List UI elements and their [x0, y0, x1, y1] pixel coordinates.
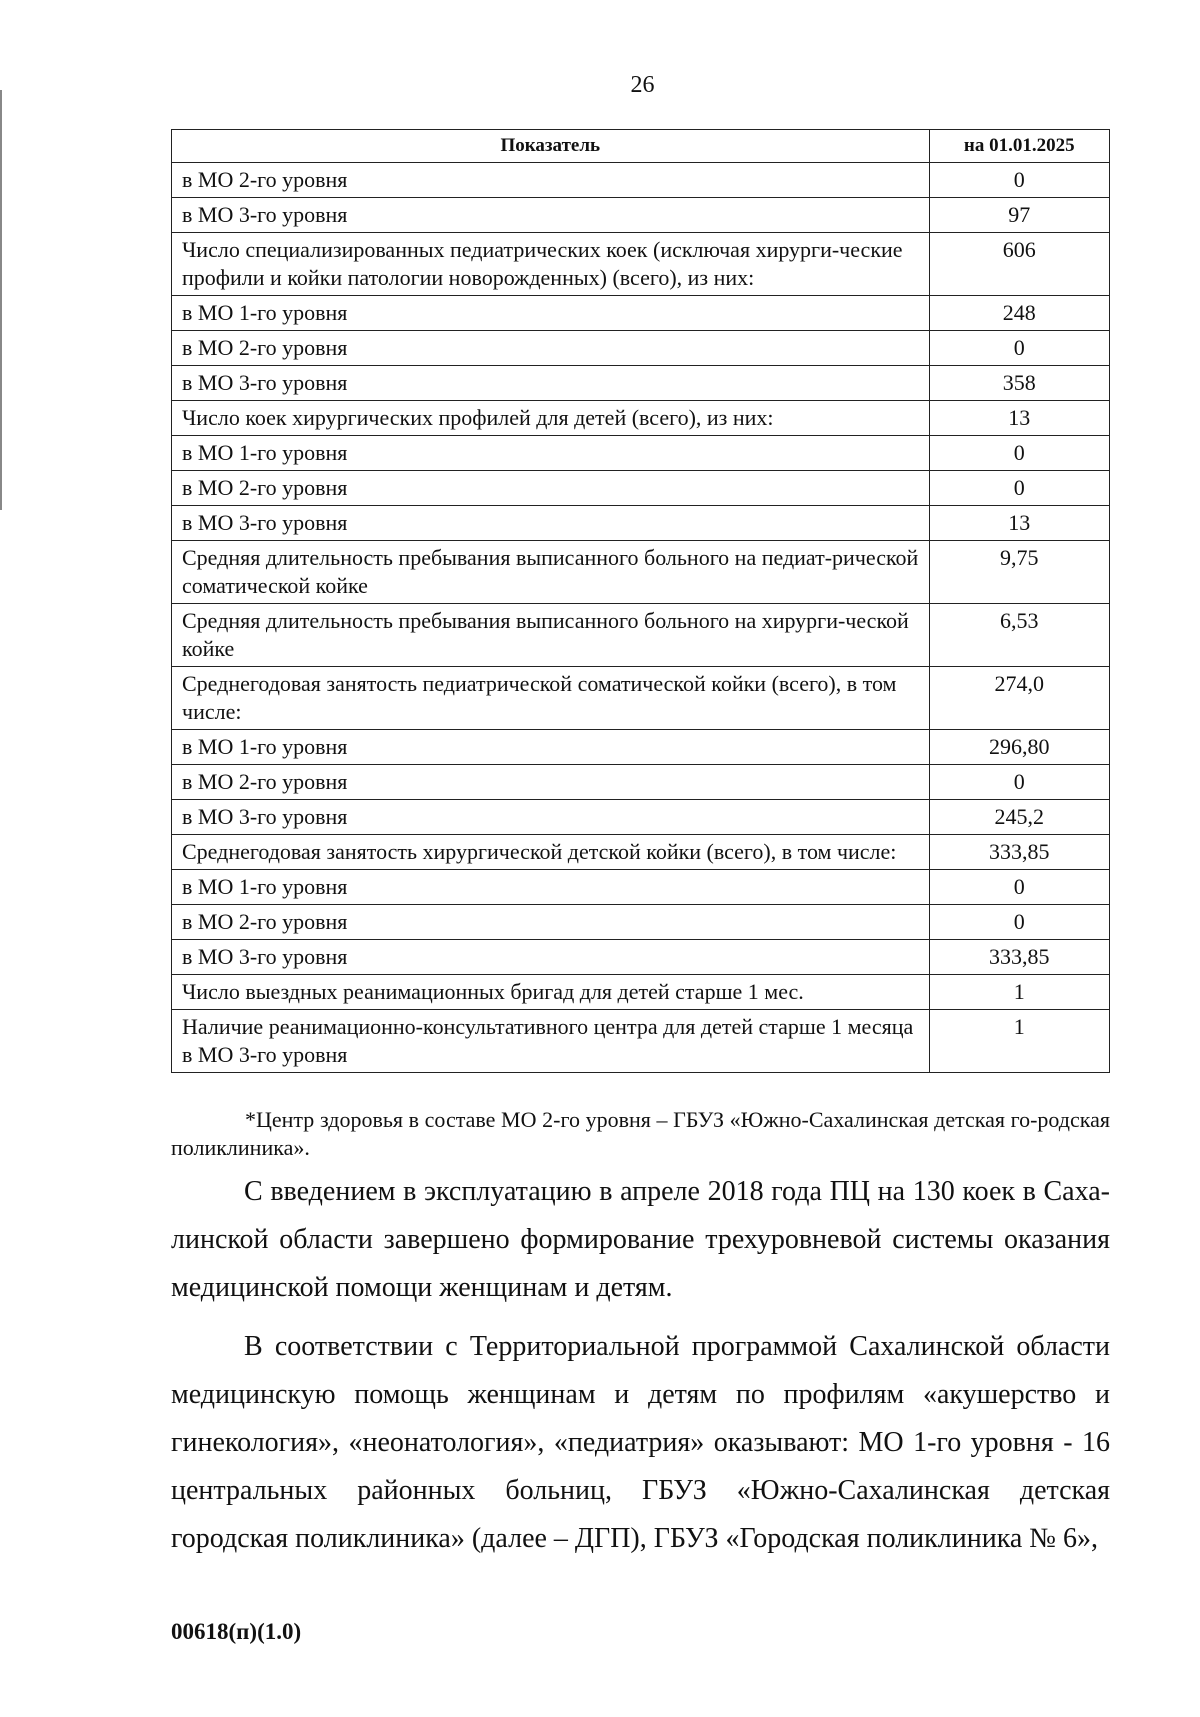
- value-cell: 245,2: [929, 800, 1109, 835]
- indicator-cell: в МО 2-го уровня: [172, 471, 930, 506]
- value-cell: 6,53: [929, 604, 1109, 667]
- table-row: [172, 541, 1110, 604]
- table-row: [172, 835, 1110, 870]
- indicator-cell: Средняя длительность пребывания выписанного больного на хирурги-ческой койке: [172, 604, 930, 667]
- indicator-cell: Число коек хирургических профилей для детей (всего), из них:: [172, 401, 930, 436]
- table-row: [172, 471, 1110, 506]
- table-header-row: [172, 130, 1110, 163]
- value-cell: 1: [929, 975, 1109, 1010]
- value-cell: 606: [929, 233, 1109, 296]
- table-row: [172, 1010, 1110, 1073]
- column-header-date: на 01.01.2025: [929, 130, 1109, 163]
- indicator-cell: в МО 1-го уровня: [172, 436, 930, 471]
- table-body: [172, 163, 1110, 1073]
- table-row: [172, 163, 1110, 198]
- indicator-cell: Среднегодовая занятость хирургической детской койки (всего), в том числе:: [172, 835, 930, 870]
- document-code: 00618(п)(1.0): [171, 1619, 302, 1644]
- value-cell: 1: [929, 1010, 1109, 1073]
- value-cell: 333,85: [929, 940, 1109, 975]
- indicator-cell: в МО 3-го уровня: [172, 198, 930, 233]
- value-cell: 13: [929, 506, 1109, 541]
- indicator-cell: в МО 3-го уровня: [172, 366, 930, 401]
- value-cell: 0: [929, 331, 1109, 366]
- indicator-cell: в МО 3-го уровня: [172, 800, 930, 835]
- column-header-indicator: Показатель: [172, 130, 930, 163]
- value-cell: 274,0: [929, 667, 1109, 730]
- page-number: 26: [630, 72, 655, 98]
- table-row: [172, 401, 1110, 436]
- table-row: [172, 975, 1110, 1010]
- table-row: [172, 765, 1110, 800]
- table-row: [172, 296, 1110, 331]
- table-row: [172, 870, 1110, 905]
- indicator-cell: в МО 2-го уровня: [172, 905, 930, 940]
- scan-margin-line: [0, 90, 2, 510]
- value-cell: 13: [929, 401, 1109, 436]
- indicator-cell: в МО 1-го уровня: [172, 296, 930, 331]
- table-row: [172, 940, 1110, 975]
- value-cell: 0: [929, 163, 1109, 198]
- table-row: [172, 730, 1110, 765]
- indicator-cell: Наличие реанимационно-консультативного центра для детей старше 1 месяца в МО 3-го уровня: [172, 1010, 930, 1073]
- value-cell: 0: [929, 436, 1109, 471]
- indicator-cell: Число выездных реанимационных бригад для детей старше 1 мес.: [172, 975, 930, 1010]
- indicator-cell: в МО 2-го уровня: [172, 163, 930, 198]
- table-row: [172, 233, 1110, 296]
- value-cell: 0: [929, 765, 1109, 800]
- indicator-cell: в МО 1-го уровня: [172, 730, 930, 765]
- table-row: [172, 506, 1110, 541]
- indicator-cell: в МО 3-го уровня: [172, 506, 930, 541]
- value-cell: 358: [929, 366, 1109, 401]
- table-footnote: *Центр здоровья в составе МО 2-го уровня – ГБУЗ «Южно-Сахалинская детская го-родская поликлиника».: [171, 1107, 1110, 1160]
- value-cell: 296,80: [929, 730, 1109, 765]
- indicators-table: [171, 129, 1110, 1073]
- value-cell: 0: [929, 471, 1109, 506]
- indicator-cell: в МО 1-го уровня: [172, 870, 930, 905]
- table-row: [172, 667, 1110, 730]
- table-row: [172, 604, 1110, 667]
- indicator-cell: в МО 2-го уровня: [172, 765, 930, 800]
- value-cell: 0: [929, 870, 1109, 905]
- indicator-cell: в МО 2-го уровня: [172, 331, 930, 366]
- value-cell: 9,75: [929, 541, 1109, 604]
- table-row: [172, 366, 1110, 401]
- value-cell: 248: [929, 296, 1109, 331]
- value-cell: 333,85: [929, 835, 1109, 870]
- table-row: [172, 436, 1110, 471]
- table-row: [172, 905, 1110, 940]
- table-row: [172, 800, 1110, 835]
- body-paragraph: С введением в эксплуатацию в апреле 2018 года ПЦ на 130 коек в Саха-линской области завершено формирование трехуровневой системы оказания медицинской помощи женщинам и детям.: [171, 1176, 1110, 1303]
- indicator-cell: в МО 3-го уровня: [172, 940, 930, 975]
- value-cell: 0: [929, 905, 1109, 940]
- value-cell: 97: [929, 198, 1109, 233]
- table-row: [172, 331, 1110, 366]
- indicator-cell: Среднегодовая занятость педиатрической соматической койки (всего), в том числе:: [172, 667, 930, 730]
- indicator-cell: Число специализированных педиатрических коек (исключая хирурги-ческие профили и койки патологии новорожденных) (всего), из них:: [172, 233, 930, 296]
- indicator-cell: Средняя длительность пребывания выписанного больного на педиат-рической соматической койке: [172, 541, 930, 604]
- body-paragraph: В соответствии с Территориальной программой Сахалинской области медицинскую помощь женщинам и детям по профилям «акушерство и гинекология», «неонатология», «педиатрия» оказывают: МО 1-го уровня - 16 центральных районных больниц, ГБУЗ «Южно-Сахалинская детская городская поликлиника» (далее – ДГП), ГБУЗ «Городская поликлиника № 6»,: [171, 1331, 1110, 1554]
- table-row: [172, 198, 1110, 233]
